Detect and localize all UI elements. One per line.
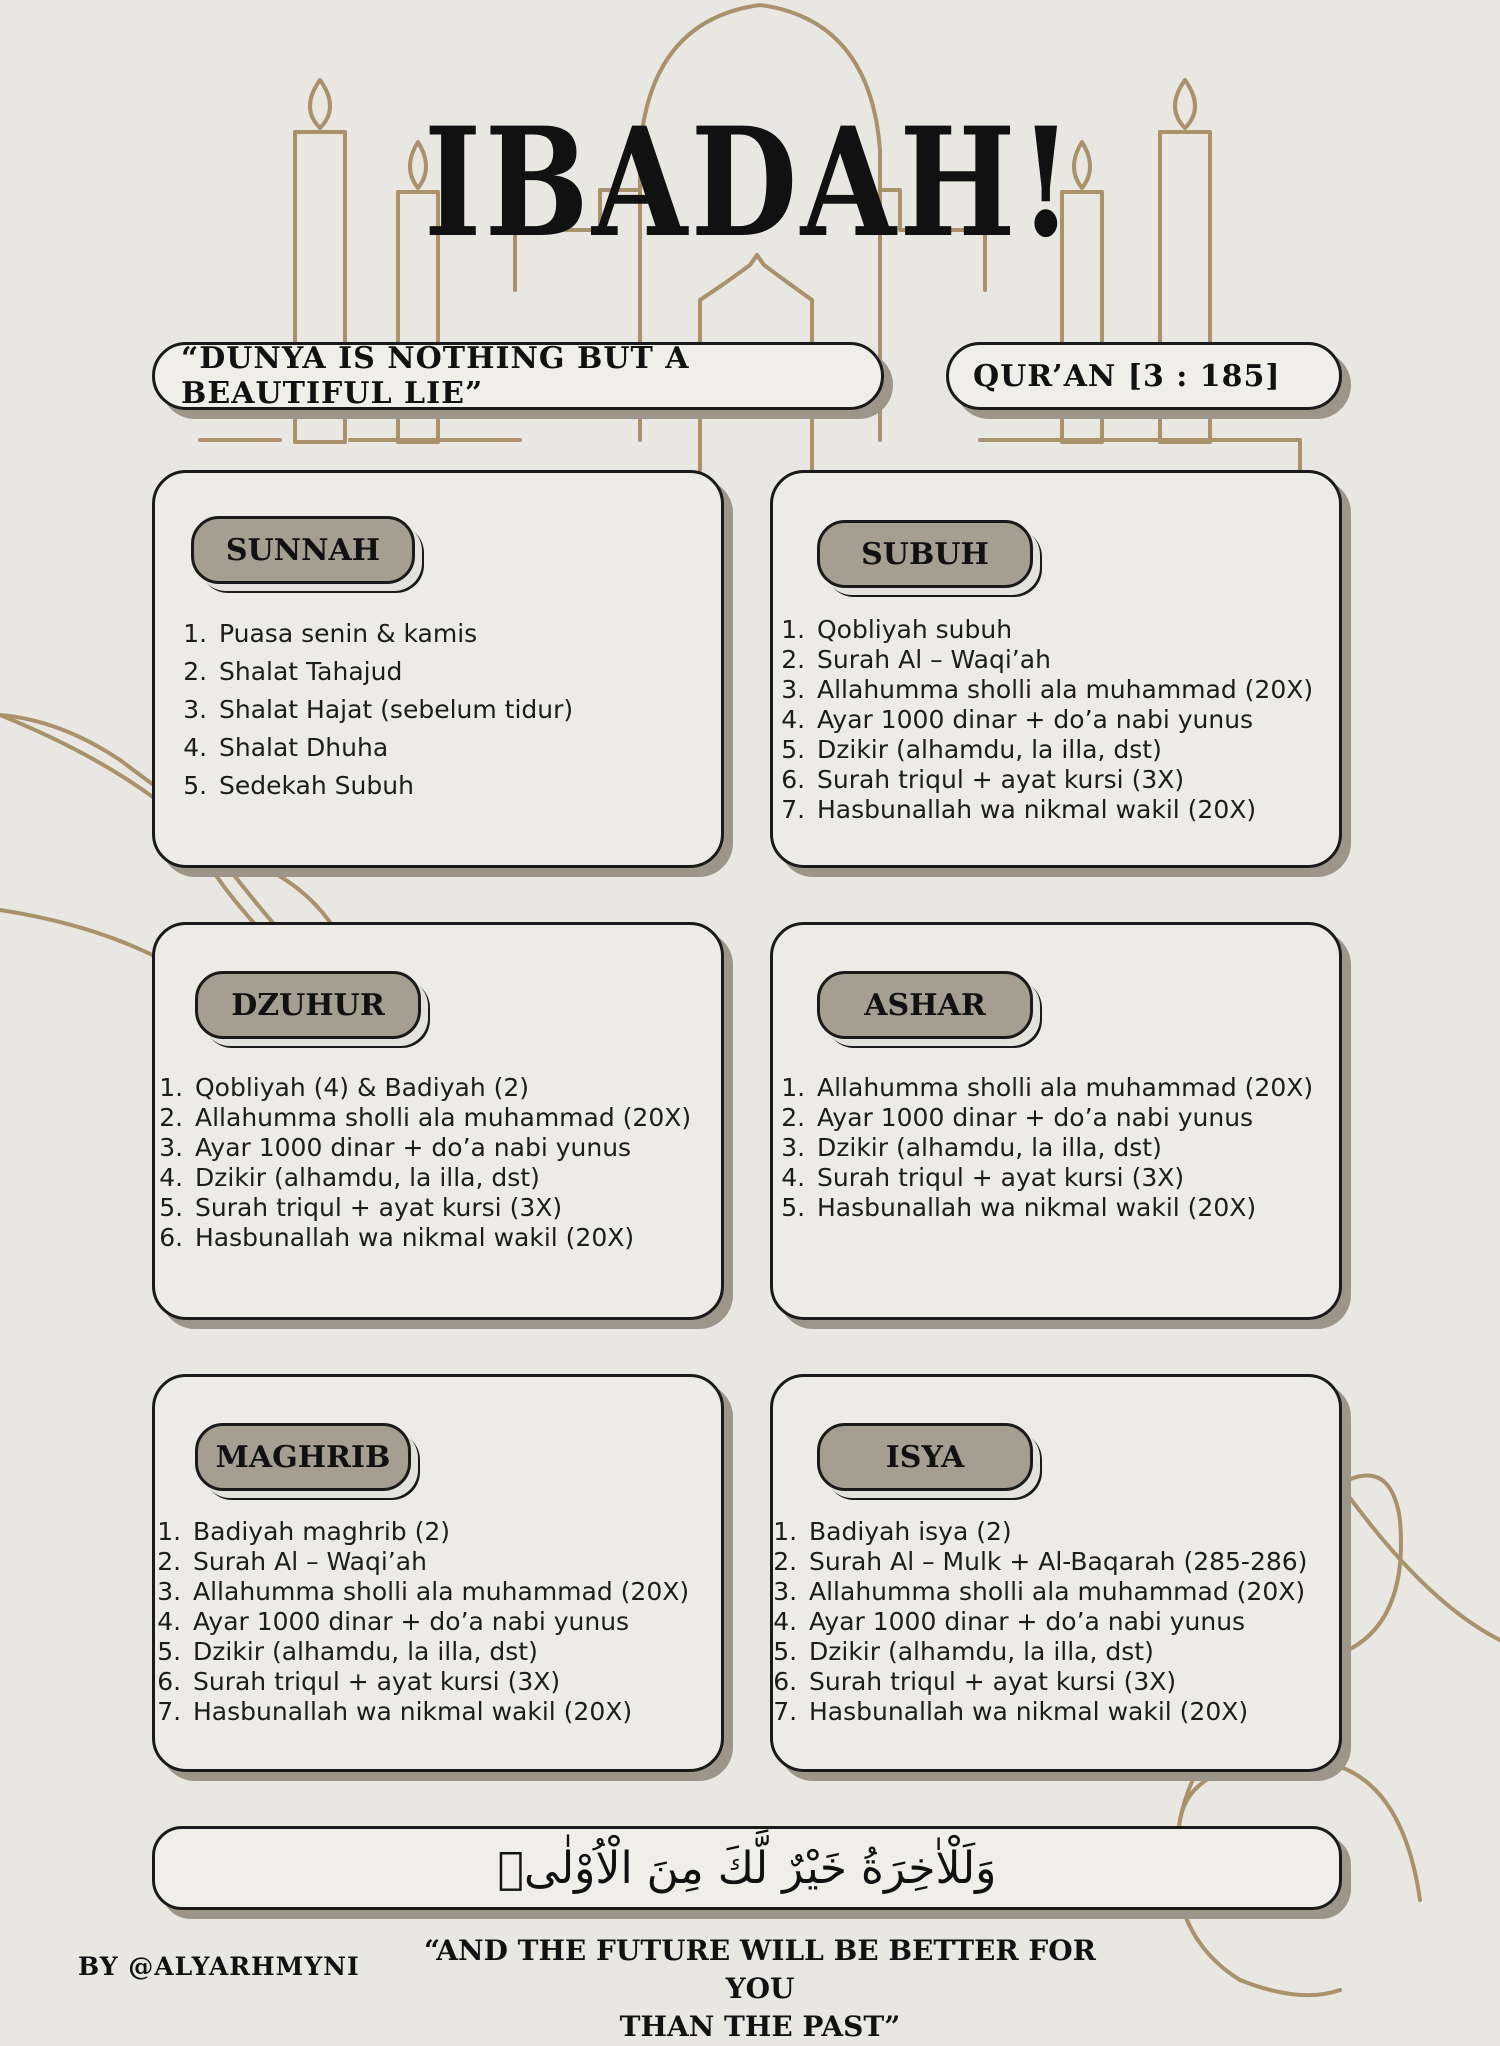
label-ashar <box>817 971 1033 1039</box>
list-sunnah <box>175 615 573 805</box>
label-maghrib <box>195 1423 411 1491</box>
list-isya <box>765 1517 1307 1727</box>
page-title: IBADAH! <box>423 95 1077 271</box>
quote-text: “DUNYA IS NOTHING BUT A BEAUTIFUL LIE” <box>181 341 690 411</box>
list-item: 1. Badiyah maghrib (2) <box>189 1517 689 1547</box>
label-sunnah <box>191 516 415 584</box>
card-subuh <box>770 470 1342 868</box>
list-item: 2. Allahumma sholli ala muhammad (20X) <box>191 1103 691 1133</box>
list-item: 4. Shalat Dhuha <box>215 729 573 767</box>
list-item: 3. Shalat Hajat (sebelum tidur) <box>215 691 573 729</box>
list-item: 4. Ayar 1000 dinar + do’a nabi yunus <box>813 705 1313 735</box>
list-item: 4. Surah triqul + ayat kursi (3X) <box>813 1163 1313 1193</box>
label-ashar-text: ASHAR <box>864 987 986 1023</box>
list-item: 2. Surah Al – Waqi’ah <box>189 1547 689 1577</box>
card-isya <box>770 1374 1342 1772</box>
list-item: 2. Surah Al – Waqi’ah <box>813 645 1313 675</box>
list-item: 3. Ayar 1000 dinar + do’a nabi yunus <box>191 1133 691 1163</box>
list-item: 5. Surah triqul + ayat kursi (3X) <box>191 1193 691 1223</box>
arabic-verse: وَلَلْاٰخِرَةُ خَيْرٌ لَّكَ مِنَ الْاُوْلٰىۗ <box>497 1842 997 1894</box>
reference-banner <box>946 342 1342 410</box>
reference-text: QUR’AN [3 : 185] <box>973 358 1281 394</box>
list-subuh <box>773 615 1313 825</box>
author-byline: BY @ALYARHMYNI <box>78 1952 360 1981</box>
list-item: 6. Hasbunallah wa nikmal wakil (20X) <box>191 1223 691 1253</box>
list-item: 5. Dzikir (alhamdu, la illa, dst) <box>813 735 1313 765</box>
closing-line-1: “AND THE FUTURE WILL BE BETTER FOR YOU <box>424 1934 1096 2005</box>
list-item: 7. Hasbunallah wa nikmal wakil (20X) <box>813 795 1313 825</box>
card-ashar <box>770 922 1342 1320</box>
list-item: 6. Surah triqul + ayat kursi (3X) <box>805 1667 1307 1697</box>
label-dzuhur <box>195 971 421 1039</box>
label-subuh <box>817 520 1033 588</box>
closing-quote <box>420 1932 1100 2046</box>
list-item: 6. Surah triqul + ayat kursi (3X) <box>189 1667 689 1697</box>
list-item: 5. Hasbunallah wa nikmal wakil (20X) <box>813 1193 1313 1223</box>
label-isya <box>817 1423 1033 1491</box>
label-subuh-text: SUBUH <box>861 536 989 572</box>
verse-banner <box>152 1826 1342 1910</box>
list-item: 6. Surah triqul + ayat kursi (3X) <box>813 765 1313 795</box>
list-item: 5. Dzikir (alhamdu, la illa, dst) <box>189 1637 689 1667</box>
card-sunnah <box>152 470 724 868</box>
list-item: 2. Surah Al – Mulk + Al-Baqarah (285-286) <box>805 1547 1307 1577</box>
label-isya-text: ISYA <box>885 1439 965 1475</box>
list-item: 5. Dzikir (alhamdu, la illa, dst) <box>805 1637 1307 1667</box>
list-maghrib <box>149 1517 689 1727</box>
closing-line-2: THAN THE PAST” <box>619 2010 901 2043</box>
list-item: 4. Ayar 1000 dinar + do’a nabi yunus <box>805 1607 1307 1637</box>
list-item: 3. Allahumma sholli ala muhammad (20X) <box>813 675 1313 705</box>
card-dzuhur <box>152 922 724 1320</box>
label-sunnah-text: SUNNAH <box>225 532 381 568</box>
list-item: 4. Ayar 1000 dinar + do’a nabi yunus <box>189 1607 689 1637</box>
list-item: 7. Hasbunallah wa nikmal wakil (20X) <box>189 1697 689 1727</box>
list-dzuhur <box>151 1073 691 1253</box>
list-item: 2. Shalat Tahajud <box>215 653 573 691</box>
list-item: 4. Dzikir (alhamdu, la illa, dst) <box>191 1163 691 1193</box>
list-item: 1. Allahumma sholli ala muhammad (20X) <box>813 1073 1313 1103</box>
list-item: 7. Hasbunallah wa nikmal wakil (20X) <box>805 1697 1307 1727</box>
label-maghrib-text: MAGHRIB <box>215 1439 391 1475</box>
list-item: 1. Badiyah isya (2) <box>805 1517 1307 1547</box>
list-item: 3. Allahumma sholli ala muhammad (20X) <box>189 1577 689 1607</box>
list-item: 2. Ayar 1000 dinar + do’a nabi yunus <box>813 1103 1313 1133</box>
label-dzuhur-text: DZUHUR <box>231 987 385 1023</box>
list-item: 1. Puasa senin & kamis <box>215 615 573 653</box>
list-item: 5. Sedekah Subuh <box>215 767 573 805</box>
card-maghrib <box>152 1374 724 1772</box>
list-item: 3. Allahumma sholli ala muhammad (20X) <box>805 1577 1307 1607</box>
list-item: 1. Qobliyah subuh <box>813 615 1313 645</box>
quote-banner <box>152 342 884 410</box>
list-item: 1. Qobliyah (4) & Badiyah (2) <box>191 1073 691 1103</box>
list-item: 3. Dzikir (alhamdu, la illa, dst) <box>813 1133 1313 1163</box>
list-ashar <box>773 1073 1313 1223</box>
